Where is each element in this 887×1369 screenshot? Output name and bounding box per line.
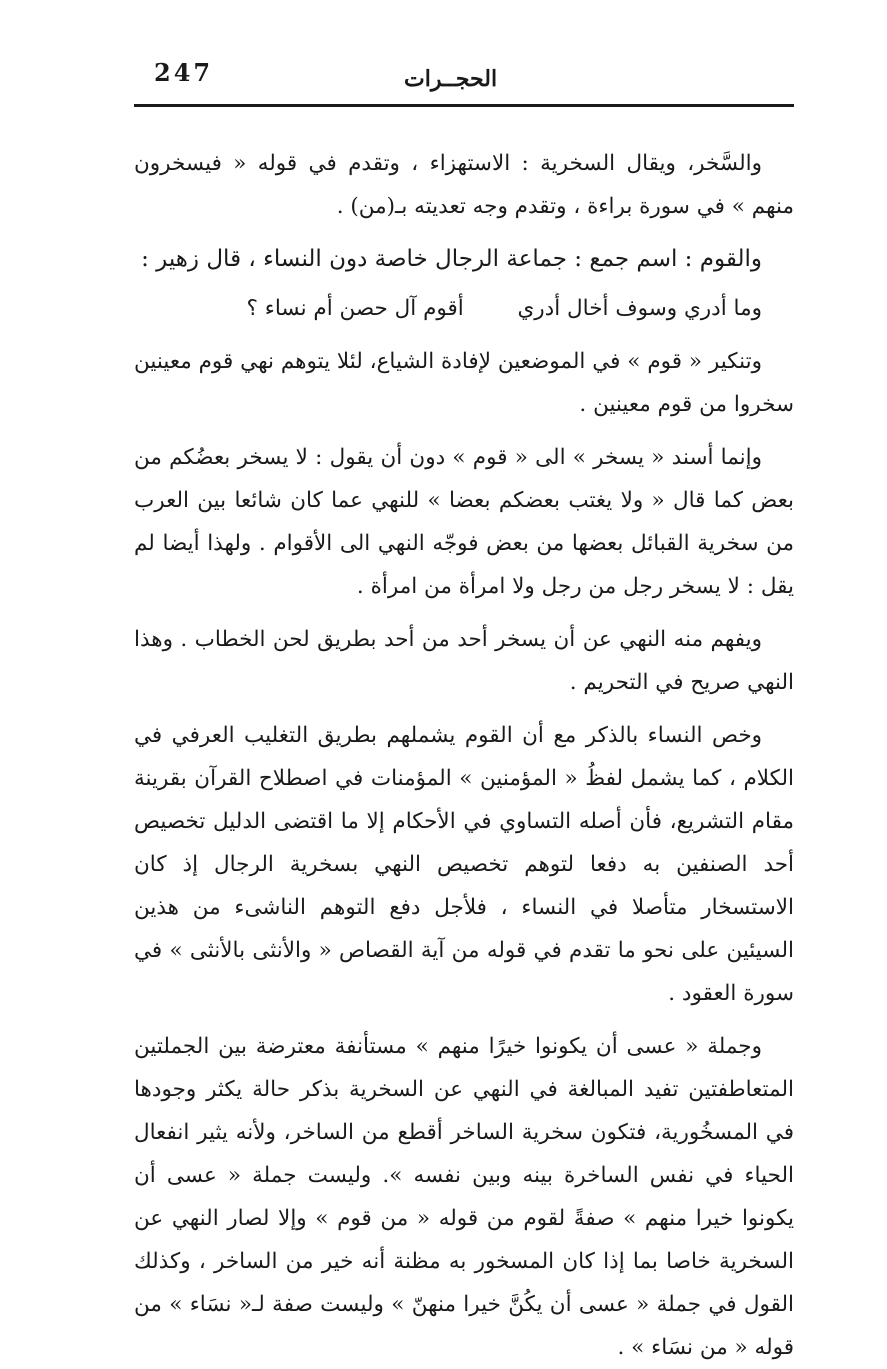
running-title: الحجــرات — [404, 66, 498, 92]
verse-second-hemistich: أقوم آل حصن أم نساء ؟ — [246, 296, 464, 321]
verse-first-hemistich: وما أدري وسوف أخال أدري — [517, 296, 762, 321]
page-number: 247 — [154, 58, 214, 87]
paragraph-tankir-qawm: وتنكير « قوم » في الموضعين لإفادة الشياع، لئلا يتوهم نهي قوم معينين سخروا من قوم معينين . — [134, 349, 794, 417]
paragraph-jumla-asa: وجملة « عسى أن يكونوا خيرًا منهم » مستأنفة معترضة بين الجملتين المتعاطفتين تفيد المبالغة في النهي عن السخرية بذكر حالة يكثر وجودها في المسخُورية، فتكون سخرية الساخر أقطع من الساخر، ولأنه يثير انفعال الحياء في نفس الساخرة بينه وبين نفسه ». وليست جملة « عسى أن يكونوا خيرا منهم » صفةً لقوم من قوله « من قوم » وإلا لصار النهي عن السخرية خاصا بما إذا كان المسخور به مظنة أنه خير من الساخر ، وكذلك القول في جملة « عسى أن يكُنَّ خيرا منهنّ » وليست صفة لـ« نسَاء » من قوله « من نسَاء » . — [134, 1034, 794, 1360]
page-header — [134, 58, 794, 107]
paragraph-sakhr-definition: والسَّخر، ويقال السخرية : الاستهزاء ، وتقدم في قوله « فيسخرون منهم » في سورة براءة ، وتقدم وجه تعديته بـ(من) . — [134, 151, 794, 219]
paragraph-nisa: وخص النساء بالذكر مع أن القوم يشملهم بطريق التغليب العرفي في الكلام ، كما يشمل لفظُ « المؤمنين » المؤمنات في اصطلاح القرآن بقرينة مقام التشريع، فأن أصله التساوي في الأحكام إلا ما اقتضى الدليل تخصيص أحد الصنفين به دفعا لتوهم تخصيص النهي بسخرية الرجال إذ كان الاستسخار متأصلا في النساء ، فلأجل دفع التوهم الناشىء من هذين السيئين على نحو ما تقدم في قوله من آية القصاص « والأنثى بالأنثى » في سورة العقود . — [134, 723, 794, 1006]
paragraph-nahy: ويفهم منه النهي عن أن يسخر أحد من أحد بطريق لحن الخطاب . وهذا النهي صريح في التحريم . — [134, 627, 794, 695]
poetry-verse — [134, 287, 794, 330]
paragraph-qawm-definition: والقوم : اسم جمع : جماعة الرجال خاصة دون النساء ، قال زهير : — [141, 246, 762, 272]
paragraph-isnad: وإنما أسند « يسخر » الى « قوم » دون أن يقول : لا يسخر بعضُكم من بعض كما قال « ولا يغتب بعضكم بعضا » للنهي عما كان شائعا بين العرب من سخرية القبائل بعضها من بعض فوجّه النهي الى الأقوام . ولهذا أيضا لم يقل : لا يسخر رجل من رجل ولا امرأة من امرأة . — [134, 445, 794, 599]
body-text — [134, 142, 794, 1369]
